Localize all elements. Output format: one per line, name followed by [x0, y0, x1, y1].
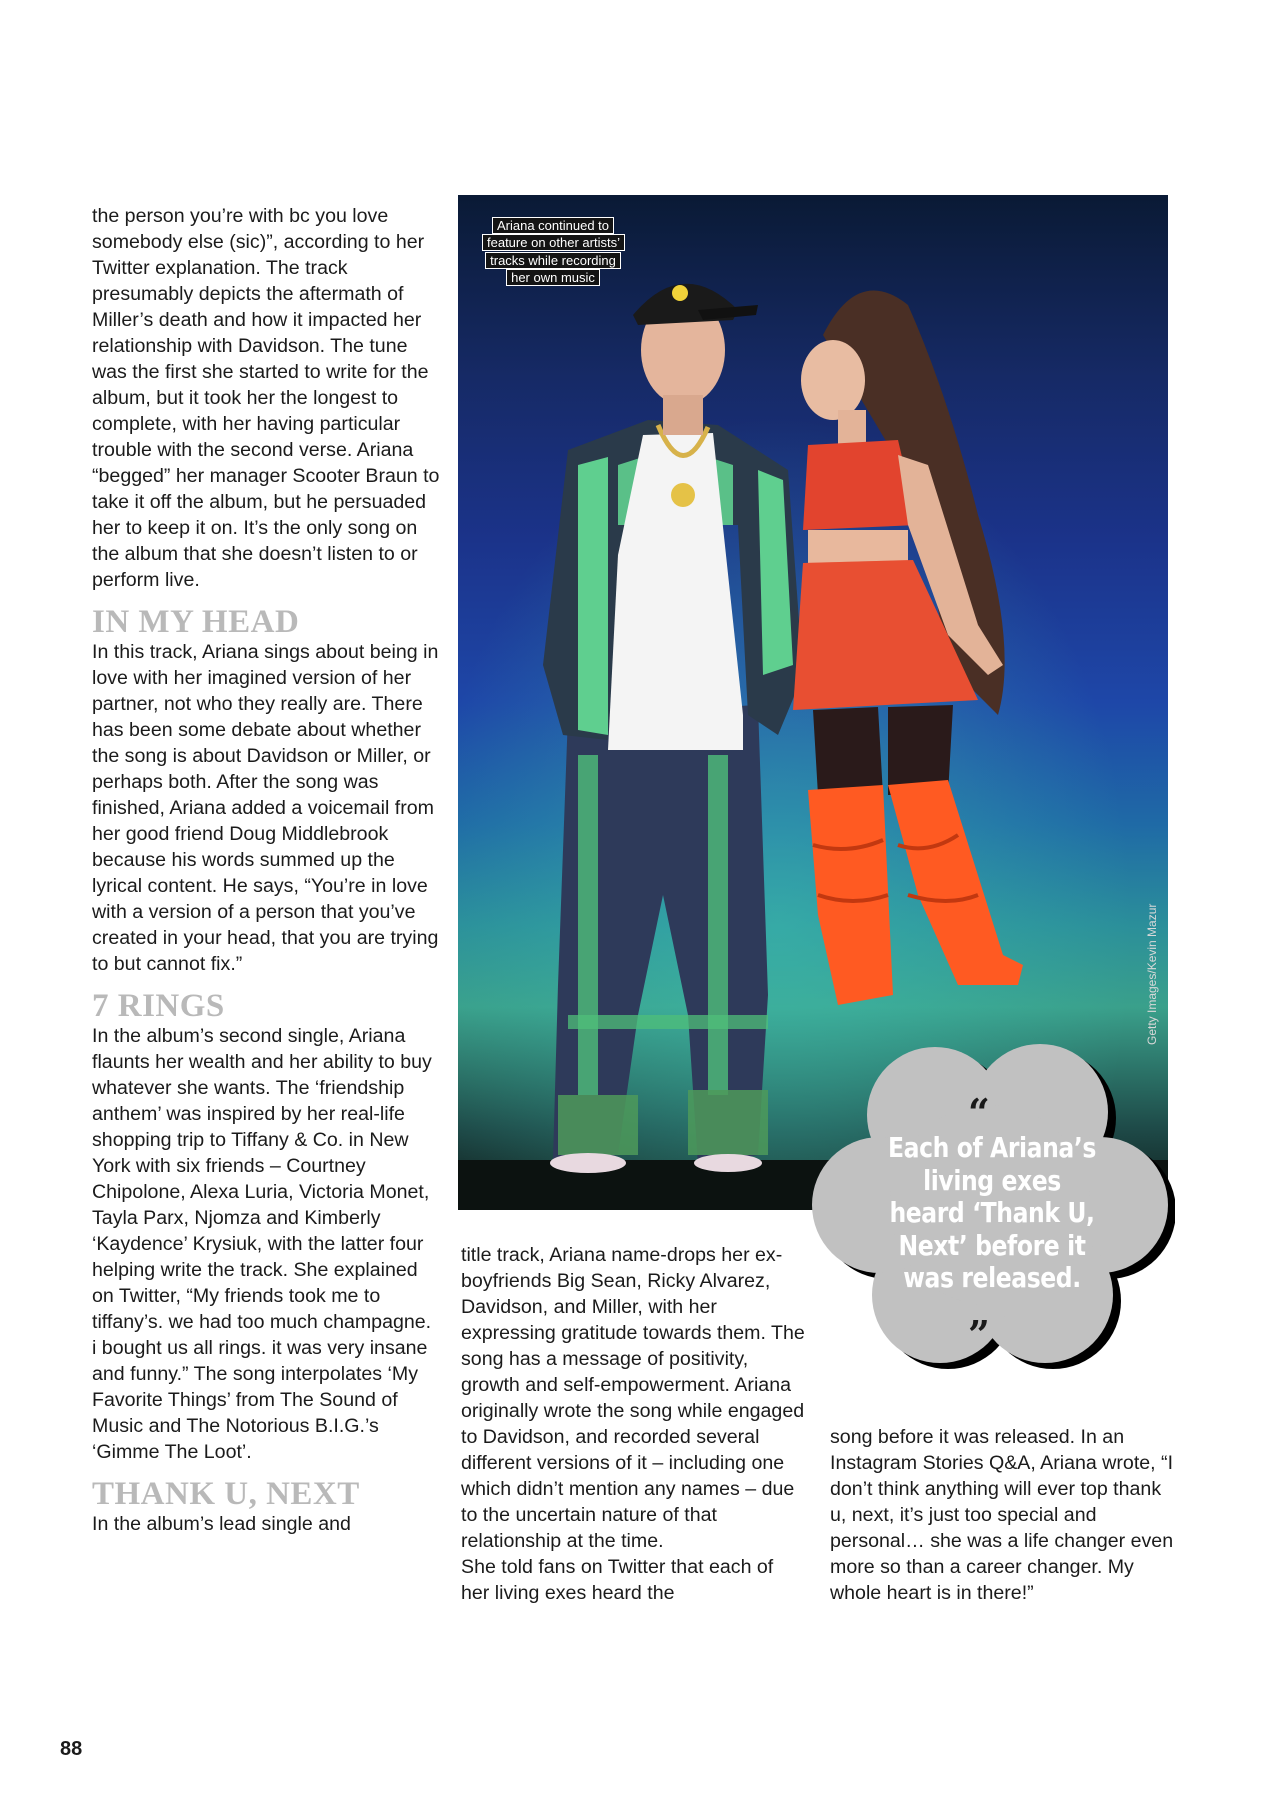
section-heading-thank-u-next: THANK U, NEXT [92, 1476, 360, 1512]
text-column-left [92, 203, 440, 1537]
body-paragraph: the person you’re with bc you love somebody else (sic)”, according to her Twitter explanation. The track presumably depicts the aftermath of Miller’s death and how it impacted her relationship with Davidson. The tune was the first she started to write for the album, but it took her the longest to complete, with her having particular trouble with the second verse. Ariana “begged” her manager Scooter Braun to take it off the album, but he persuaded her to keep it on. It’s the only song on the album that she doesn’t listen to or perform live. [92, 205, 440, 591]
text-column-right [830, 1424, 1175, 1606]
body-paragraph: song before it was released. In an Instagram Stories Q&A, Ariana wrote, “I don’t think anything will ever top thank u, next, it’s just too special and personal… she was a life changer even more so than a career changer. My whole heart is in there!” [830, 1426, 1174, 1604]
body-paragraph: In this track, Ariana sings about being in love with her imagined version of her partner, not who they really are. There has been some debate about whether the song is about Davidson or Miller, or perhaps both. After the song was finished, Ariana added a voicemail from her good friend Doug Middlebrook because his words summed up the lyrical content. He says, “You’re in love with a version of a person that you’ve created in your head, that you are trying to but cannot fix.” [92, 641, 439, 975]
page-number: 88 [60, 1738, 83, 1760]
body-paragraph: In the album’s second single, Ariana flaunts her wealth and her ability to buy whatever she wants. The ‘friendship anthem’ was inspired by her real-life shopping trip to Tiffany & Co. in New York with six friends – Courtney Chipolone, Alexa Luria, Victoria Monet, Tayla Parx, Njomza and Kimberly ‘Kaydence’ Krysiuk, with the latter four helping write the track. She explained on Twitter, “My friends took me to tiffany’s. we had too much champagne. i bought us all rings. it was very insane and funny.” The song interpolates ‘My Favorite Things’ from The Sound of Music and The Notorious B.I.G.’s ‘Gimme The Loot’. [92, 1025, 432, 1463]
body-paragraph: title track, Ariana name-drops her ex-boyfriends Big Sean, Ricky Alvarez, Davidson, and Miller, with her expressing gratitude towards them. The song has a message of positivity, growth and self-empowerment. Ariana originally wrote the song while engaged to Davidson, and recorded several different versions of it – including one which didn’t mention any names – due to the uncertain nature of that relationship at the time. [461, 1244, 805, 1552]
close-quote-mark: ” [968, 1312, 990, 1357]
photo-caption: Ariana continued to feature on other artists’ tracks while recording her own music [482, 217, 624, 286]
section-heading-in-my-head: IN MY HEAD [92, 604, 300, 640]
body-paragraph: In the album’s lead single and [92, 1513, 351, 1535]
open-quote-mark: “ [968, 1090, 990, 1135]
photo-credit: Getty Images/Kevin Mazur [1145, 903, 1159, 1045]
pullquote-text: Each of Ariana’s living exes heard ‘Thank U, Next’ before it was released. [888, 1131, 1096, 1294]
body-paragraph: She told fans on Twitter that each of her living exes heard the [461, 1556, 774, 1604]
text-column-middle [461, 1242, 806, 1606]
section-heading-7-rings: 7 RINGS [92, 988, 225, 1024]
